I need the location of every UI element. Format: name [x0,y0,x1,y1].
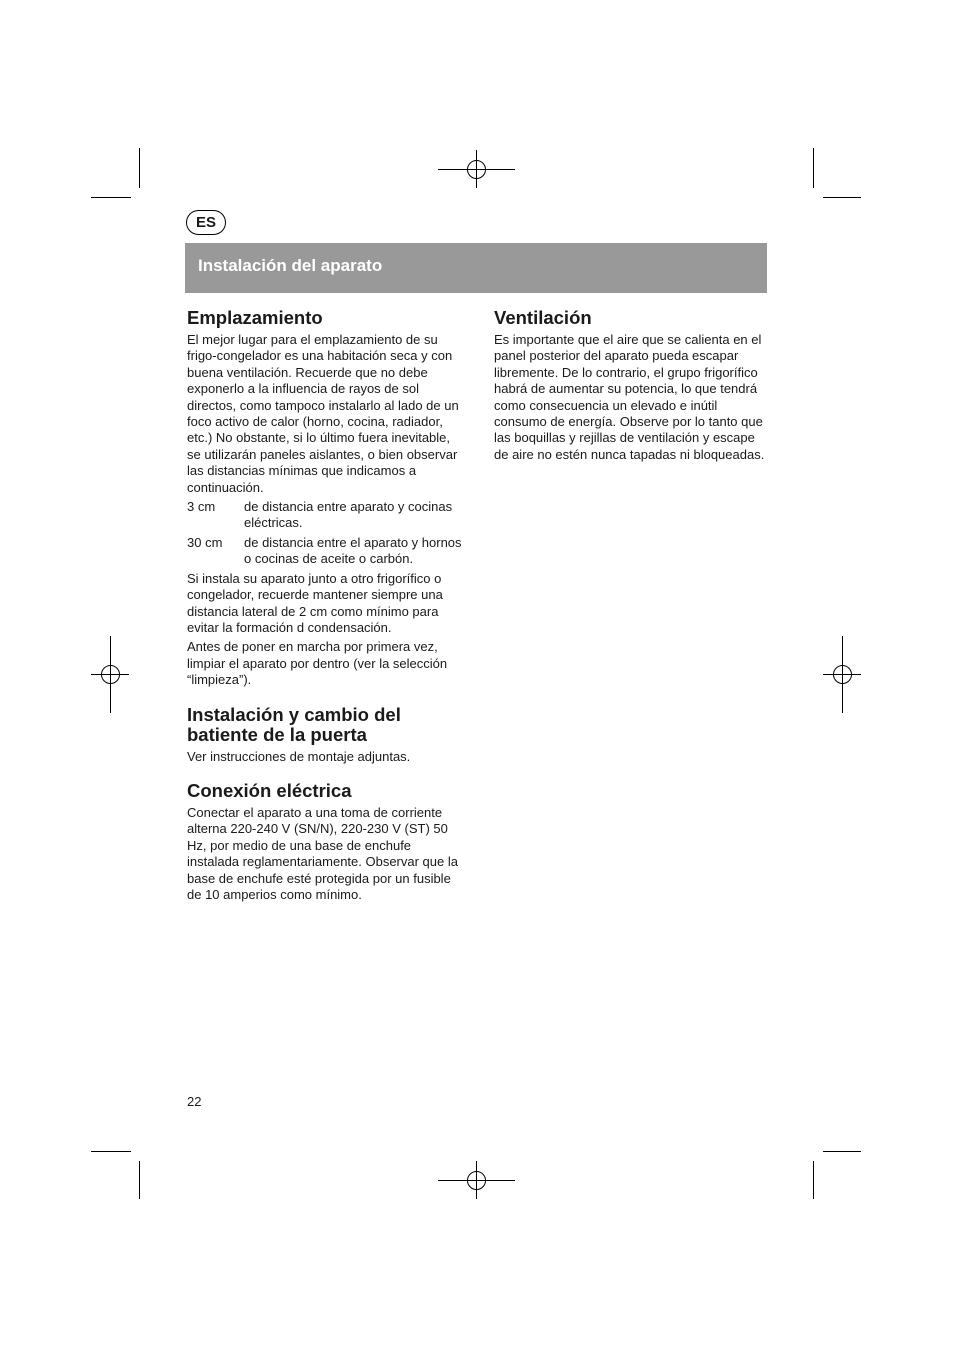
paragraph: El mejor lugar para el emplazamiento de su frigo-congelador es una habitación seca y con buena ventilación. Recuerde que no debe exponerlo a la influencia de rayos de sol directos, como tampoco instalarlo al lado de un foco activo de calor (horno, cocina, radiador, etc.) No obstante, si lo último fuera inevitable, se utilizarán paneles aislantes, o bien observar las distancias mínimas que indicamos a continuación. [187,332,459,495]
distance-row [187,535,465,568]
section-banner [185,243,767,293]
paragraph: Antes de poner en marcha por primera vez, limpiar el aparato por dentro (ver la selección “limpieza”). [187,639,448,688]
paragraph: Conectar el aparato a una toma de corriente alterna 220-240 V (SN/N), 220-230 V (ST) 50 Hz, por medio de una base de enchufe instalada reglamentariamente. Observar que la base de enchufe esté protegida por un fusible de 10 amperios como mínimo. [187,804,458,902]
distance-value: 3 cm [187,499,216,515]
section-title: Instalación del aparato [198,256,383,275]
paragraph: Ver instrucciones de montaje adjuntas. [187,748,411,764]
right-column [494,308,772,466]
paragraph: Es importante que el aire que se calienta en el panel posterior del aparato pueda escapar libremente. De lo contrario, el grupo frigorífico habrá de aumentar su potencia, lo que tendrá como consecuencia un elevado e inútil consumo de energía. Observe por lo tanto que las boquillas y rejillas de ventilación y escape de aire no estén nunca tapadas ni bloqueadas. [494,332,765,462]
heading-puerta: Instalación y cambio del batiente de la puerta [187,703,401,745]
left-column [187,308,465,906]
page-number: 22 [187,1094,202,1109]
heading-emplazamiento: Emplazamiento [187,307,323,328]
paragraph: Si instala su aparato junto a otro frigorífico o congelador, recuerde mantener siempre una distancia lateral de 2 cm como mínimo para evitar la formación d condensación. [187,570,443,635]
heading-ventilacion: Ventilación [494,307,592,328]
distance-text: de distancia entre aparato y cocinas eléctricas. [244,499,453,531]
distance-value: 30 cm [187,534,223,550]
heading-conexion: Conexión eléctrica [187,779,352,801]
distance-text: de distancia entre el aparato y hornos o cocinas de aceite o carbón. [244,534,462,567]
distance-row [187,499,465,532]
language-badge: ES [186,210,226,235]
